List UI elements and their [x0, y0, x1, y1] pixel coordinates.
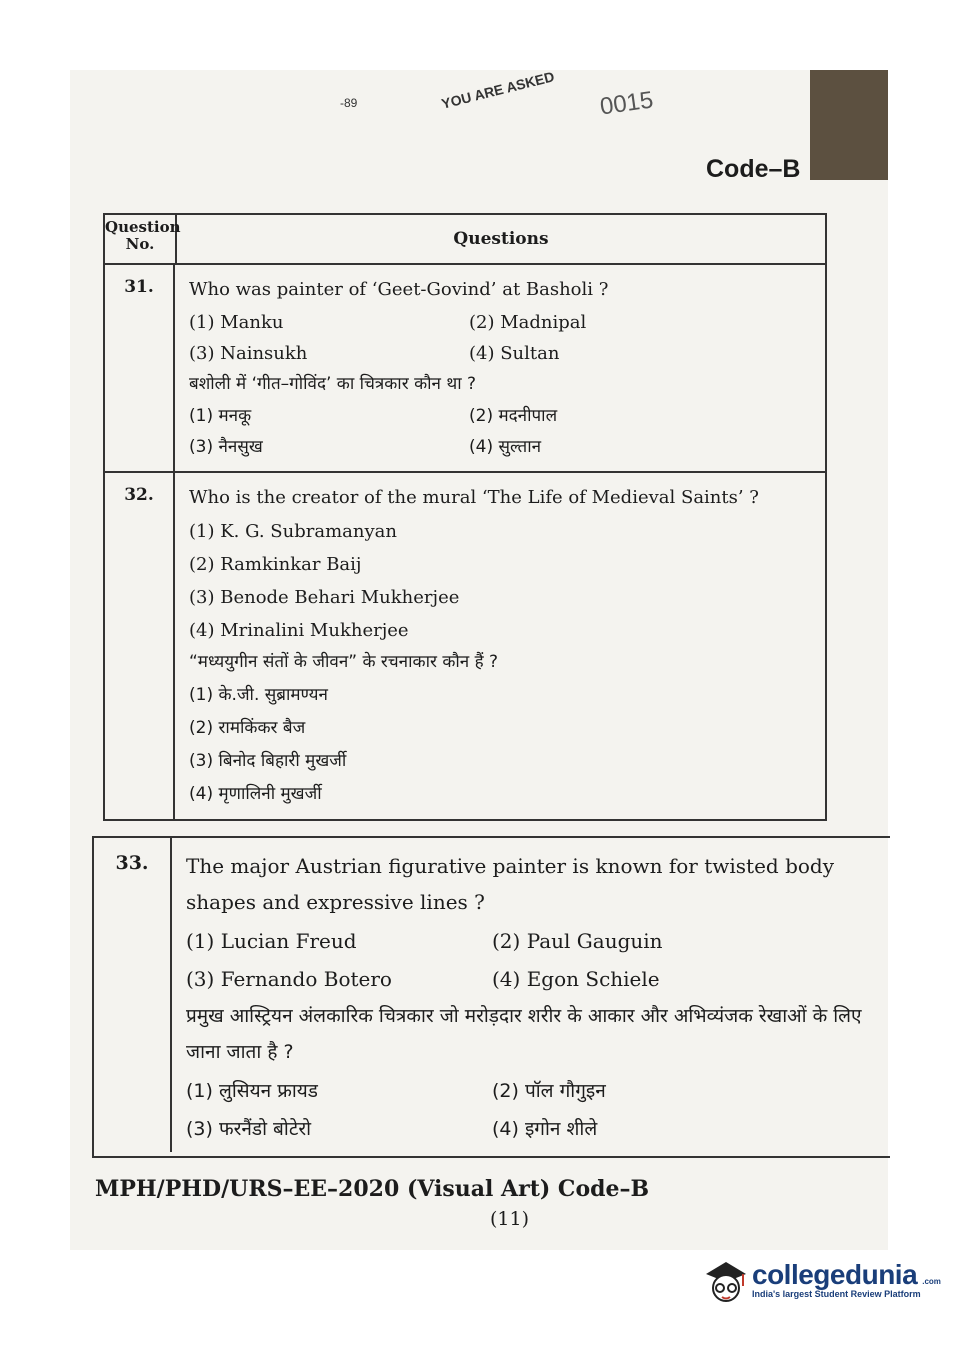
question-number: 31.	[105, 265, 175, 471]
question-text-hi: “मध्ययुगीन संतों के जीवन” के रचनाकार कौन हैं ?	[189, 652, 499, 672]
question-body	[172, 838, 890, 1156]
question-text-hi: बशोली में ‘गीत–गोविंद’ का चित्रकार कौन था ?	[189, 374, 477, 394]
option: (1) मनकू	[189, 406, 252, 426]
option: (4) इगोन शीले	[492, 1118, 598, 1140]
options-en	[189, 307, 825, 369]
logo-brand: collegedunia	[752, 1259, 918, 1290]
logo-tagline: India's largest Student Review Platform	[752, 1289, 921, 1299]
question-row-31	[105, 265, 825, 473]
logo-com: .com	[922, 1277, 941, 1286]
option: (2) पॉल गौगुइन	[492, 1080, 606, 1102]
option: (4) सुल्तान	[469, 437, 542, 457]
option: (1) के.जी. सुब्रामण्यन	[189, 685, 328, 705]
col-question-no: Question No.	[105, 215, 177, 263]
options-en	[189, 515, 825, 647]
mascot-icon	[700, 1252, 752, 1308]
options-hi	[189, 401, 825, 463]
table-header	[105, 215, 825, 265]
stamp-dots: -89	[340, 96, 358, 110]
options-hi	[186, 1072, 890, 1148]
option: (4) Mrinalini Mukherjee	[189, 620, 409, 641]
option: (2) मदनीपाल	[469, 406, 558, 426]
option: (1) लुसियन फ्रायड	[186, 1080, 318, 1102]
option: (4) Sultan	[469, 343, 560, 364]
background-corner	[810, 70, 888, 180]
option: (3) नैनसुख	[189, 437, 263, 457]
option: (2) रामकिंकर बैज	[189, 718, 306, 738]
stamp-number: 0015	[598, 86, 655, 121]
question-text-hi: प्रमुख आस्ट्रियन अंलकारिक चित्रकार जो मरोड़दार शरीर के आकार और अभिव्यंजक रेखाओं के लिए जाना जाता है ?	[186, 1005, 862, 1063]
option: (2) Paul Gauguin	[492, 929, 663, 953]
collegedunia-logo[interactable]	[700, 1252, 941, 1308]
option: (3) Nainsukh	[189, 343, 308, 364]
question-text-en: The major Austrian figurative painter is known for twisted body shapes and expressive lines ?	[186, 854, 835, 914]
question-number: 32.	[105, 473, 175, 819]
option: (2) Ramkinkar Baij	[189, 554, 362, 575]
question-row-32	[105, 473, 825, 821]
paper-code: Code–B	[706, 155, 801, 183]
question-text-en: Who was painter of ‘Geet-Govind’ at Basholi ?	[189, 279, 609, 300]
option: (3) Fernando Botero	[186, 967, 392, 991]
option: (3) Benode Behari Mukherjee	[189, 587, 460, 608]
option: (2) Madnipal	[469, 312, 587, 333]
option: (3) फरनैंडो बोटेरो	[186, 1118, 312, 1140]
question-number: 33.	[94, 838, 172, 1152]
question-table	[103, 213, 827, 821]
option: (1) Lucian Freud	[186, 929, 357, 953]
option: (4) मृणालिनी मुखर्जी	[189, 784, 322, 804]
question-body	[175, 265, 825, 471]
col-questions: Questions	[453, 229, 549, 249]
option: (1) Manku	[189, 312, 284, 333]
option: (4) Egon Schiele	[492, 967, 660, 991]
question-row-33	[92, 836, 890, 1158]
exam-footer: MPH/PHD/URS–EE–2020 (Visual Art) Code–B	[95, 1176, 650, 1202]
question-body	[175, 473, 825, 819]
options-en	[186, 922, 890, 998]
option: (1) K. G. Subramanyan	[189, 521, 397, 542]
options-hi	[189, 679, 825, 811]
stamp-text: YOU ARE ASKED	[439, 68, 556, 112]
page-number: (11)	[490, 1208, 530, 1230]
question-text-en: Who is the creator of the mural ‘The Life of Medieval Saints’ ?	[189, 487, 759, 508]
option: (3) बिनोद बिहारी मुखर्जी	[189, 751, 347, 771]
